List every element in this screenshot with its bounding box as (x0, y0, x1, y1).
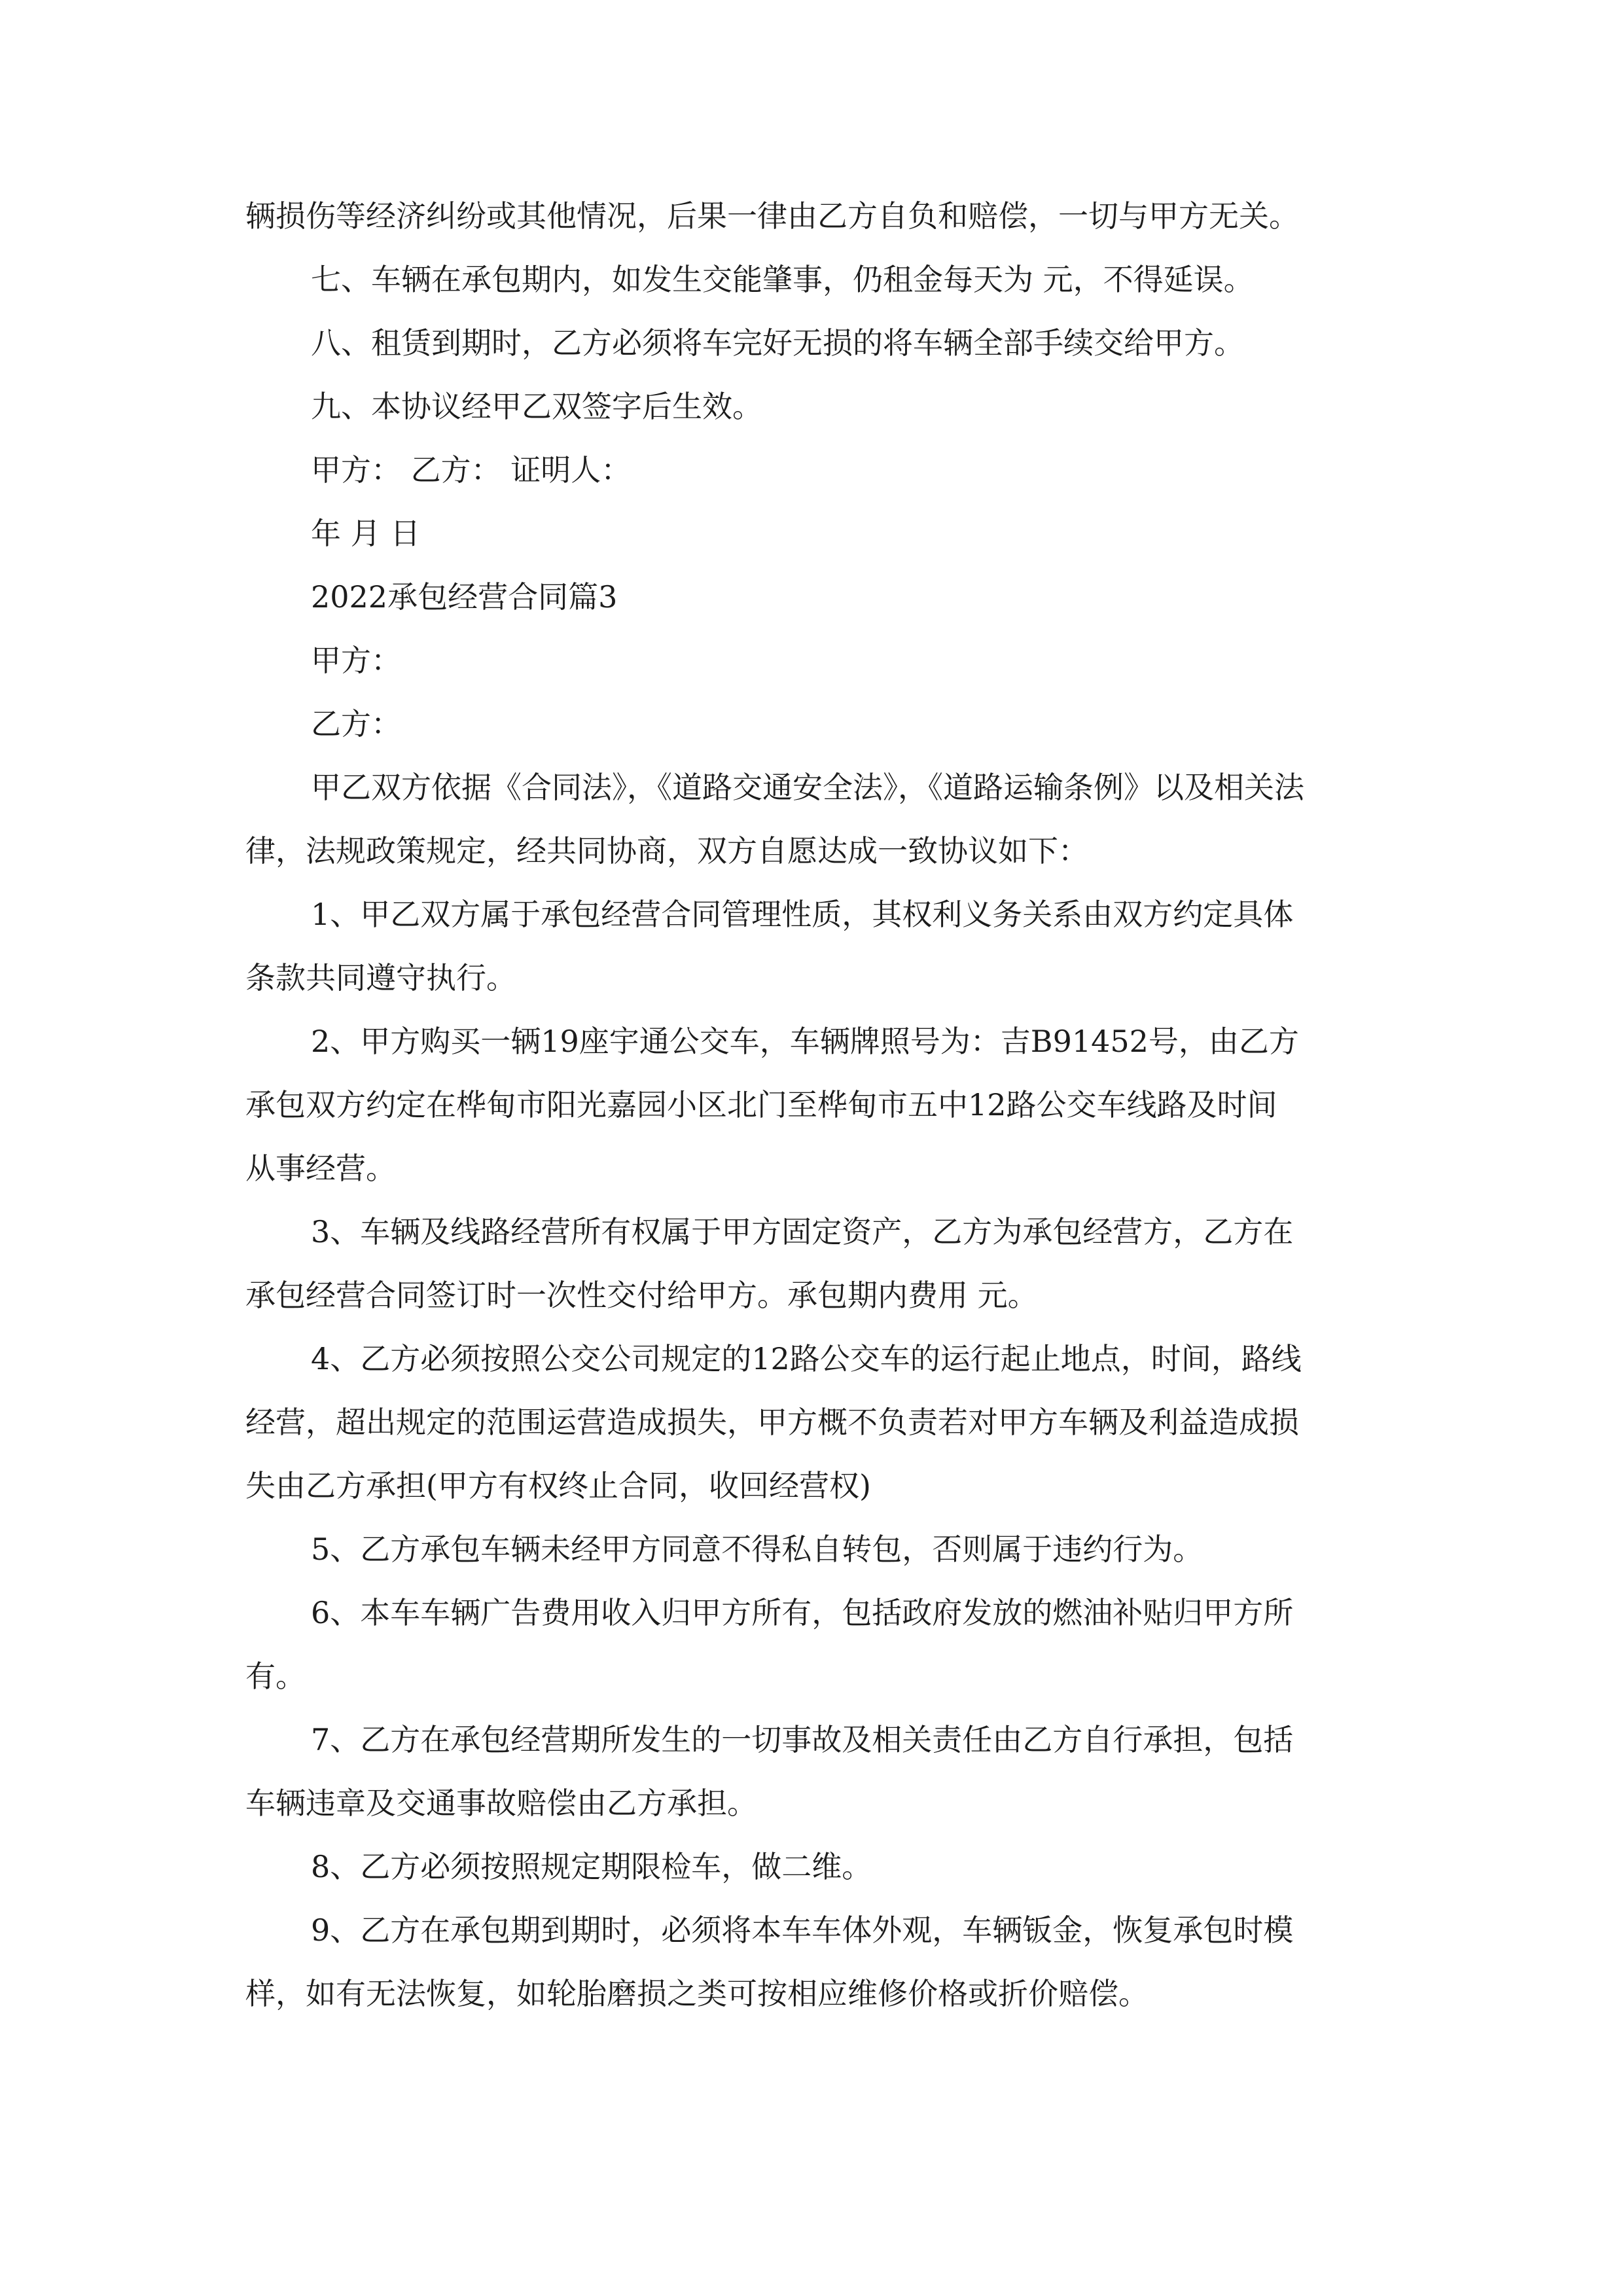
clause-4-line: 经营，超出规定的范围运营造成损失，甲方概不负责若对甲方车辆及利益造成损 (245, 1405, 1299, 1440)
intro-line: 律，法规政策规定，经共同协商，双方自愿达成一致协议如下： (245, 833, 1088, 869)
clause-9-line: 9、乙方在承包期到期时，必须将本车车体外观，车辆钣金，恢复承包时模 (311, 1912, 1294, 1948)
clause-3-line: 3、车辆及线路经营所有权属于甲方固定资产，乙方为承包经营方，乙方在 (311, 1214, 1294, 1249)
date-line: 年 月 日 (311, 516, 421, 551)
intro-line: 甲乙双方依据《合同法》，《道路交通安全法》，《道路运输条例》以及相关法 (311, 770, 1304, 805)
clause-8-line: 八、租赁到期时，乙方必须将车完好无损的将车辆全部手续交给甲方。 (311, 325, 1244, 361)
clause-9-line: 九、本协议经甲乙双签字后生效。 (311, 389, 762, 424)
clause-3-line: 承包经营合同签订时一次性交付给甲方。承包期内费用 元。 (245, 1278, 1038, 1313)
clause-1-line: 1、甲乙双方属于承包经营合同管理性质，其权利义务关系由双方约定具体 (311, 897, 1294, 932)
clause-2-line: 从事经营。 (245, 1151, 396, 1186)
clause-4-line: 4、乙方必须按照公交公司规定的12路公交车的运行起止地点，时间，路线 (311, 1341, 1302, 1376)
clause-9-line: 样，如有无法恢复，如轮胎磨损之类可按相应维修价格或折价赔偿。 (245, 1976, 1149, 2011)
clause-4-line: 失由乙方承担(甲方有权终止合同，收回经营权) (245, 1468, 871, 1503)
clause-2-line: 2、甲方购买一辆19座宇通公交车，车辆牌照号为：吉B91452号，由乙方 (311, 1024, 1299, 1059)
clause-7-line: 车辆违章及交通事故赔偿由乙方承担。 (245, 1785, 757, 1821)
clause-7-line: 7、乙方在承包经营期所发生的一切事故及相关责任由乙方自行承担，包括 (311, 1722, 1294, 1757)
party-b-label: 乙方： (311, 706, 401, 742)
signature-parties-line: 甲方： 乙方： 证明人： (311, 452, 632, 488)
party-a-label: 甲方： (311, 643, 401, 678)
section-title: 2022承包经营合同篇3 (311, 579, 618, 615)
paragraph-line: 辆损伤等经济纠纷或其他情况，后果一律由乙方自负和赔偿，一切与甲方无关。 (245, 198, 1299, 234)
clause-6-line: 6、本车车辆广告费用收入归甲方所有，包括政府发放的燃油补贴归甲方所 (311, 1595, 1294, 1630)
clause-5-line: 5、乙方承包车辆未经甲方同意不得私自转包，否则属于违约行为。 (311, 1532, 1204, 1567)
clause-1-line: 条款共同遵守执行。 (245, 960, 516, 996)
clause-7-line: 七、车辆在承包期内，如发生交能肇事，仍租金每天为 元，不得延误。 (311, 262, 1254, 297)
clause-2-line: 承包双方约定在桦甸市阳光嘉园小区北门至桦甸市五中12路公交车线路及时间 (245, 1087, 1277, 1122)
clause-6-line: 有。 (245, 1659, 306, 1694)
clause-8-line: 8、乙方必须按照规定期限检车，做二维。 (311, 1849, 872, 1884)
